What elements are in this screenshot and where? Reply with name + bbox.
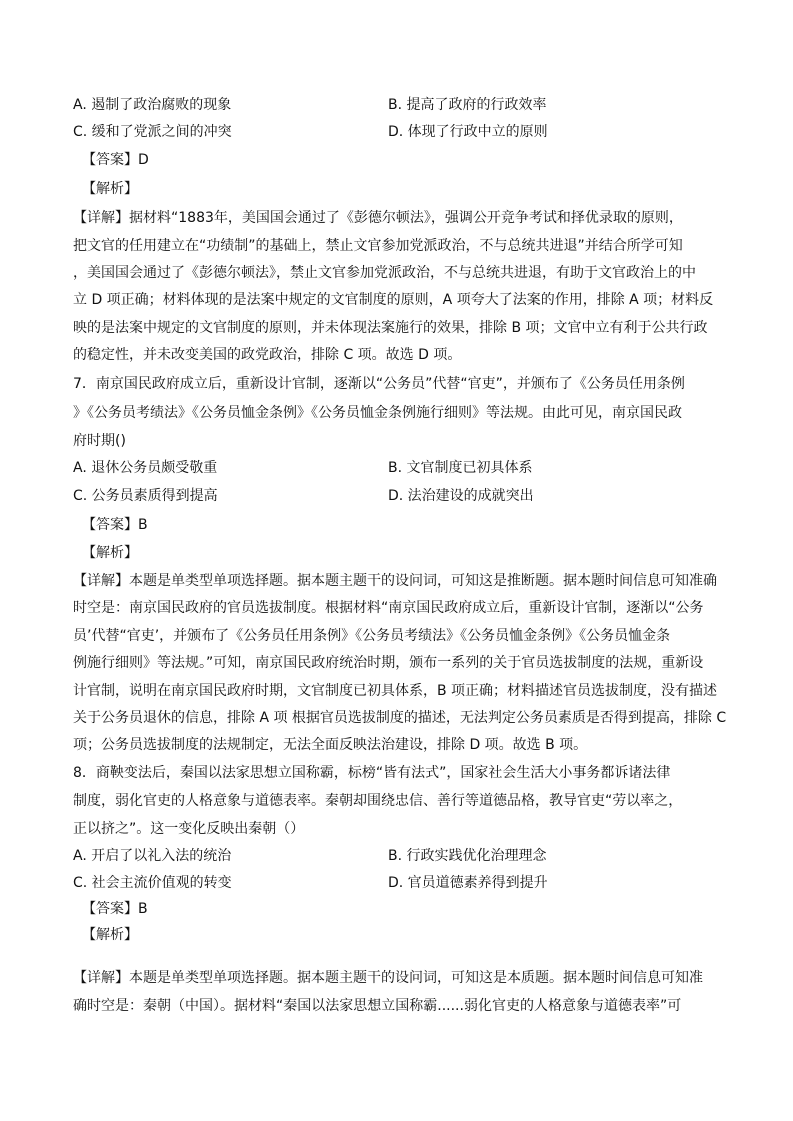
q7-detail-line: 项；公务员选拔制度的法规制定，无法全面反映法治建设，排除 D 项。故选 B 项。 <box>73 737 588 753</box>
q8-option-b: B. 行政实践优化治理理念 <box>388 848 547 864</box>
q7-answer: 【答案】B <box>82 517 148 533</box>
q7-option-d: D. 法治建设的成就突出 <box>388 488 534 504</box>
q6-detail-line: ，美国国会通过了《彭德尔顿法》，禁止文官参加党派政治，不与总统共进退，有助于文官政治上的中 <box>73 265 696 281</box>
q8-stem-line: 8．商鞅变法后，秦国以法家思想立国称霸，标榜“皆有法式”，国家社会生活大小事务都诉诸法律 <box>73 765 671 781</box>
q8-answer: 【答案】B <box>82 901 148 917</box>
q8-option-d: D. 官员道德素养得到提升 <box>388 875 548 891</box>
q8-analysis-label: 【解析】 <box>82 927 138 943</box>
q6-detail-line: 立 D 项正确；材料体现的是法案中规定的文官制度的原则，A 项夸大了法案的作用，排除 A 项；材料反 <box>73 292 714 308</box>
q7-option-b: B. 文官制度已初具体系 <box>388 460 533 476</box>
q6-option-a: A. 遏制了政治腐败的现象 <box>73 97 232 113</box>
q8-option-a: A. 开启了以礼入法的统治 <box>73 848 232 864</box>
q7-option-c: C. 公务员素质得到提高 <box>73 488 218 504</box>
q7-detail-line: 【详解】本题是单类型单项选择题。据本题主题干的设问词，可知这是推断题。据本题时间信息可知准确 <box>73 573 717 589</box>
q7-detail-line: 关于公务员退休的信息，排除 A 项 根据官员选拔制度的描述，无法判定公务员素质是否得到提高，排除 C <box>73 710 727 726</box>
q7-stem-line: 府时期() <box>73 433 126 449</box>
q7-stem-line: 7．南京国民政府成立后，重新设计官制，逐渐以“公务员”代替“官吏”，并颁布了《公务员任用条例 <box>73 376 685 392</box>
q6-option-c: C. 缓和了党派之间的冲突 <box>73 124 232 140</box>
q8-option-c: C. 社会主流价值观的转变 <box>73 875 232 891</box>
q8-detail-line: 确时空是：秦朝（中国）。据材料“秦国以法家思想立国称霸......弱化官吏的人格意象与道德表率”可 <box>73 998 682 1014</box>
q7-detail-line: 计官制，说明在南京国民政府时期，文官制度已初具体系，B 项正确；材料描述官员选拔制度，没有描述 <box>73 683 718 699</box>
q6-option-d: D. 体现了行政中立的原则 <box>388 124 548 140</box>
q7-detail-line: 时空是：南京国民政府的官员选拔制度。根据材料“南京国民政府成立后，重新设计官制，逐渐以“公务 <box>73 600 704 616</box>
q6-detail-line: 把文官的任用建立在“功绩制”的基础上，禁止文官参加党派政治，不与总统共进退”并结合所学可知 <box>73 238 683 254</box>
q8-stem-line: 制度，弱化官吏的人格意象与道德表率。秦朝却围绕忠信、善行等道德品格，教导官吏“劳以率之， <box>73 793 683 809</box>
q7-detail-line: 员’代替“官吏’，并颁布了《公务员任用条例》《公务员考绩法》《公务员恤金条例》《公务员恤金条 <box>73 628 671 644</box>
q7-stem-line: 》《公务员考绩法》《公务员恤金条例》《公务员恤金条例施行细则》等法规。由此可见，南京国民政 <box>73 405 682 421</box>
q6-detail-line: 【详解】据材料“1883年，美国国会通过了《彭德尔顿法》，强调公开竞争考试和择优录取的原则， <box>73 210 683 226</box>
q7-analysis-label: 【解析】 <box>82 545 138 561</box>
q7-option-a: A. 退休公务员颇受敬重 <box>73 460 218 476</box>
q6-detail-line: 的稳定性，并未改变美国的政党政治，排除 C 项。故选 D 项。 <box>73 347 462 363</box>
q6-answer: 【答案】D <box>82 152 149 168</box>
q8-detail-line: 【详解】本题是单类型单项选择题。据本题主题干的设问词，可知这是本质题。据本题时间信息可知准 <box>73 970 703 986</box>
q6-analysis-label: 【解析】 <box>82 181 138 197</box>
q8-stem-line: 正以挤之”。这一变化反映出秦朝（） <box>73 821 305 837</box>
q7-detail-line: 例施行细则》等法规。”可知，南京国民政府统治时期，颁布一系列的关于官员选拔制度的法规，重新设 <box>73 655 704 671</box>
q6-option-b: B. 提高了政府的行政效率 <box>388 97 547 113</box>
q6-detail-line: 映的是法案中规定的文官制度的原则，并未体现法案施行的效果，排除 B 项；文官中立有利于公共行政 <box>73 320 708 336</box>
